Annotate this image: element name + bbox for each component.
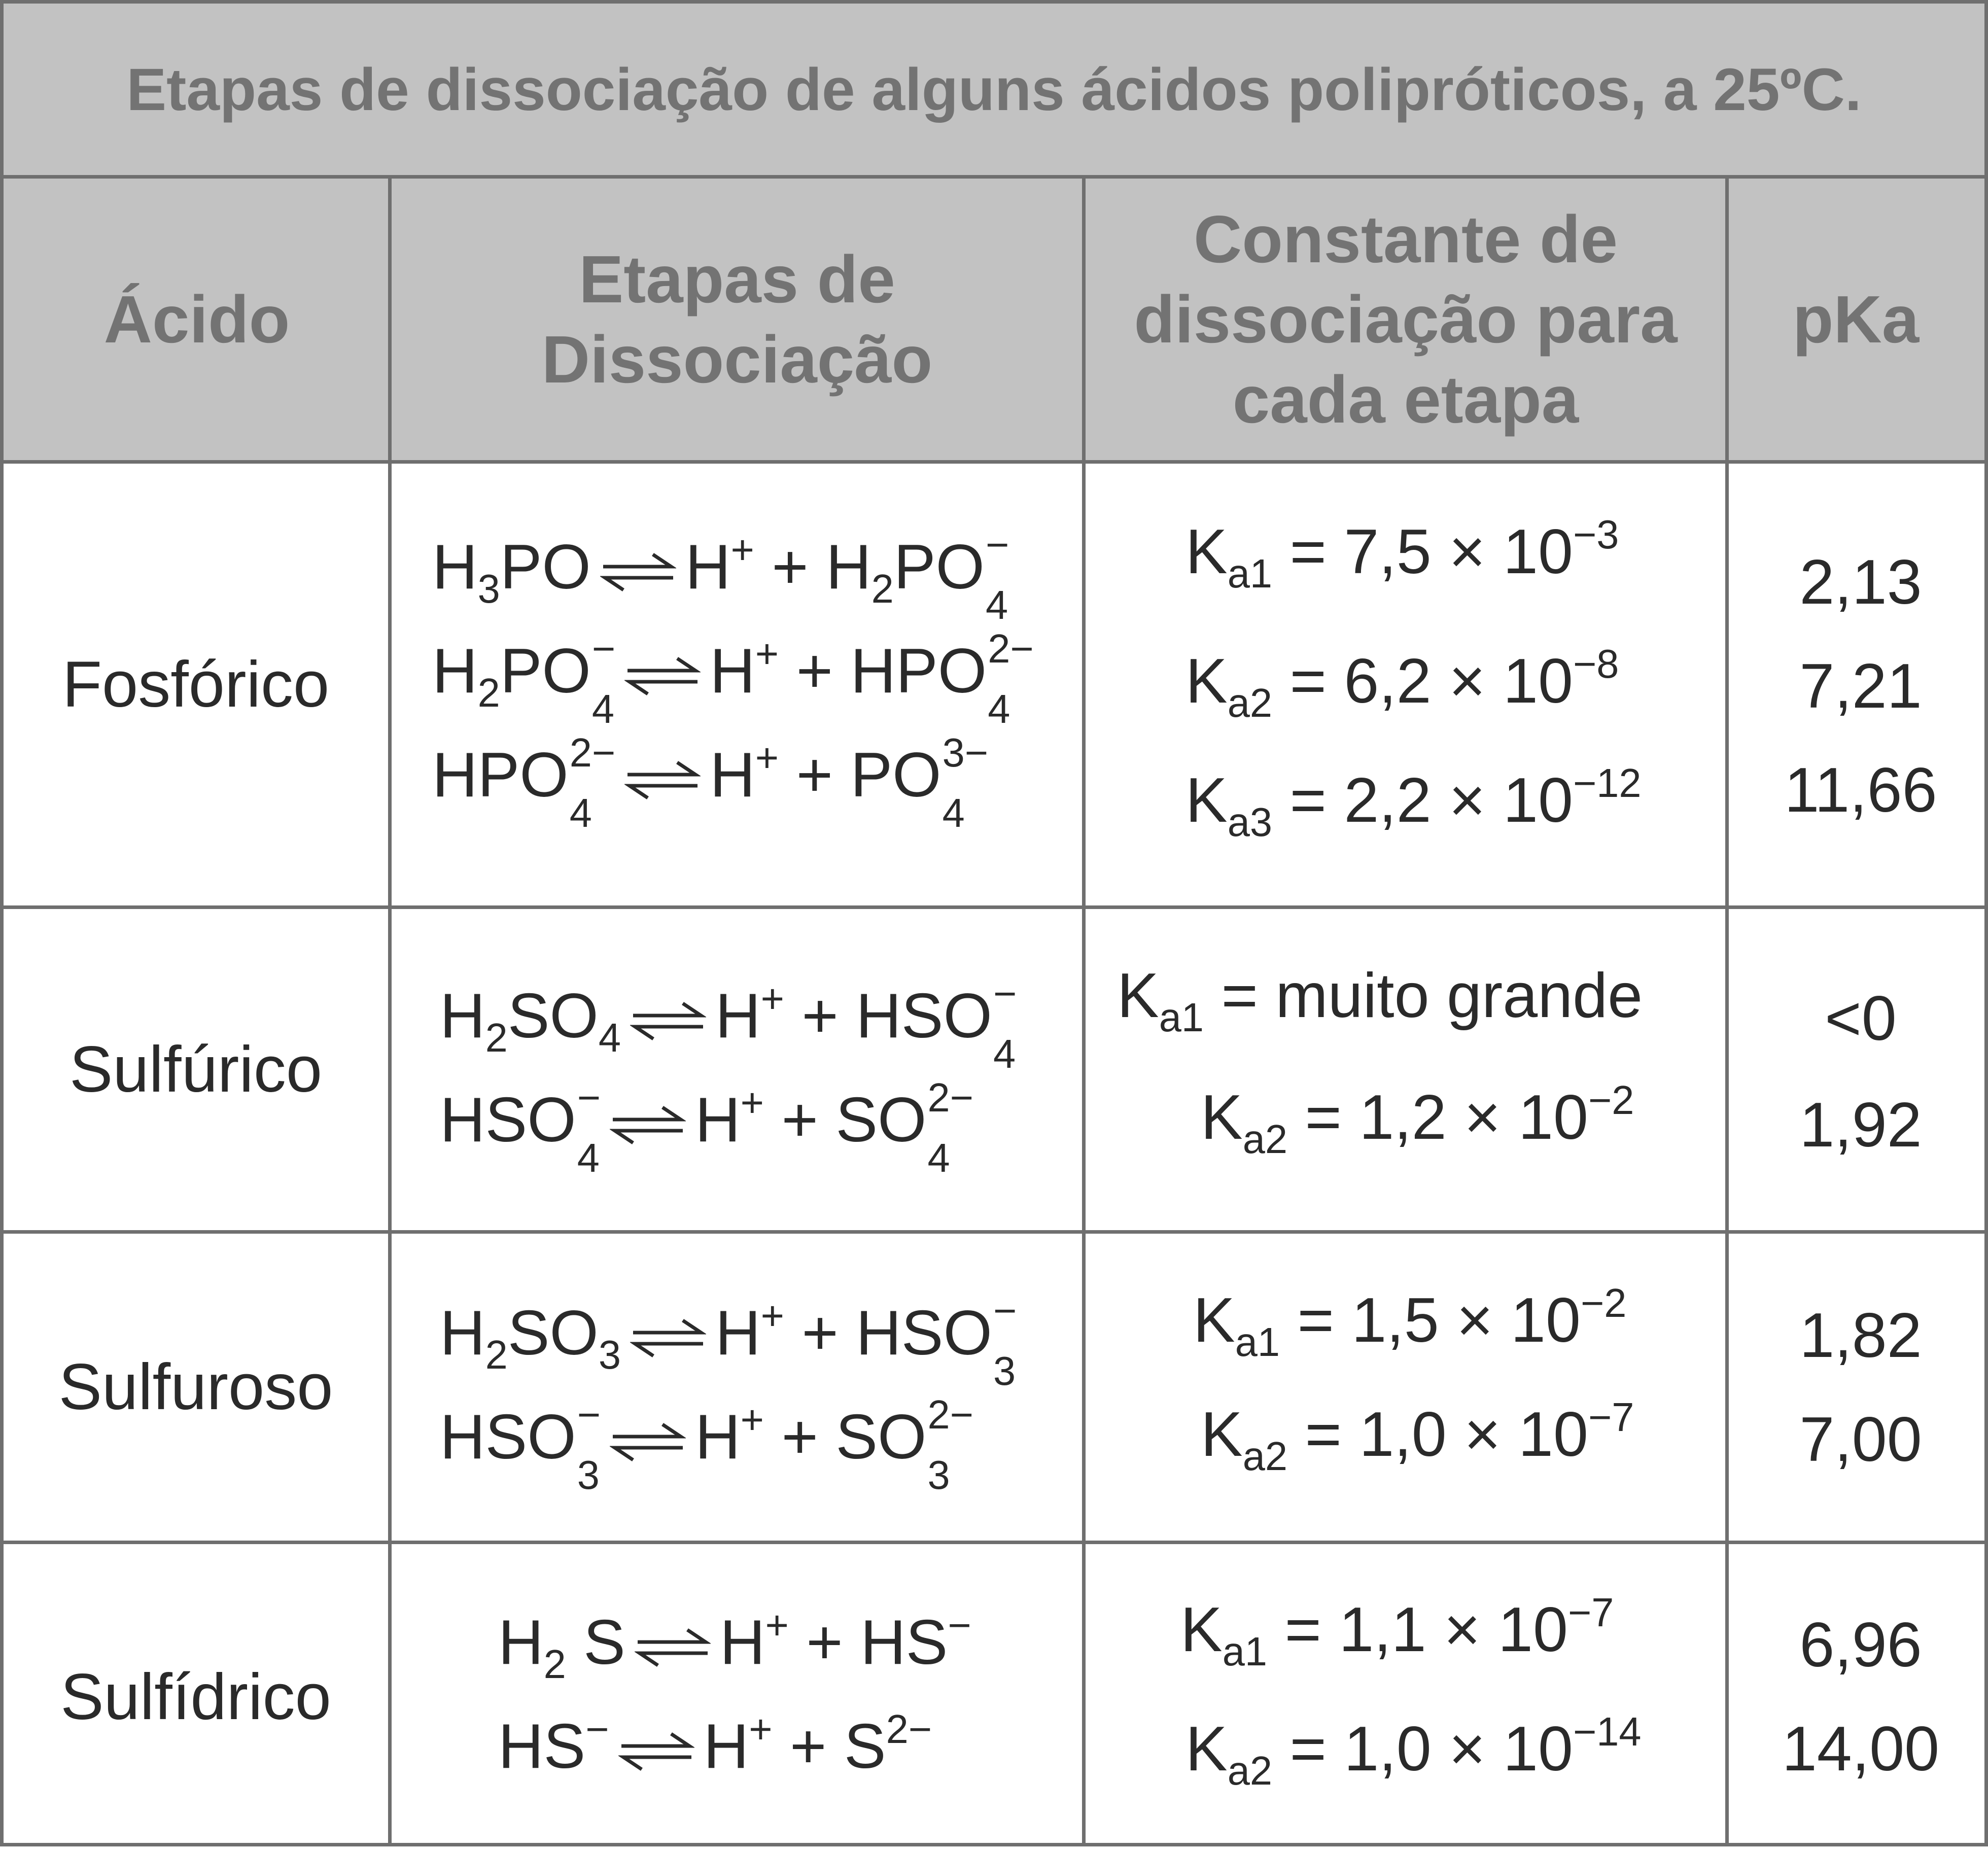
pka-value: 7,00 [1799, 1405, 1922, 1475]
pka-value: 7,21 [1799, 651, 1922, 721]
ka-value: = 1,1 × 10 [1284, 1595, 1568, 1665]
equilibrium-arrow-icon [630, 1000, 706, 1041]
divider [1725, 176, 1729, 1843]
pka-value: 14,00 [1782, 1714, 1940, 1784]
dissociation-equation: HS− $H^+ + S^{2-}$ [498, 1706, 932, 1782]
ka-value: = 1,5 × 10 [1297, 1285, 1581, 1355]
ka-value: = 6,2 × 10 [1289, 646, 1573, 716]
dissociation-equation: $H_2PO$ − 4 H+ + HPO 2− 4 [432, 625, 1034, 732]
equilibrium-arrow-icon [600, 551, 676, 592]
header-acid-label: Ácido [103, 282, 290, 357]
equilibrium-arrow-icon [610, 1104, 686, 1145]
pka-value: 11,66 [1784, 755, 1937, 825]
header-steps [390, 176, 1084, 463]
ka-expression: $K_{a2} = 6,2 \times 10^{-8}$ [1185, 641, 1619, 725]
ka-exponent: −2 [1588, 1077, 1634, 1123]
equilibrium-arrow-icon [624, 759, 701, 800]
header-steps-line1: Etapas de [579, 241, 895, 317]
header-constant-line1: Constante de [1193, 201, 1618, 276]
divider [1082, 176, 1086, 1843]
ka-exponent: −3 [1573, 511, 1619, 557]
dissociation-equation: HSO − 3 H+ + SO 2− 3 [440, 1391, 973, 1498]
table-title: Etapas de dissociação de alguns ácidos polipróticos, a 25ºC. [4, 4, 1984, 176]
ka-value: = 2,2 × 10 [1289, 765, 1573, 835]
divider [4, 1541, 1984, 1544]
divider [388, 176, 392, 1843]
acid-name: Sulfídrico [60, 1661, 331, 1733]
header-pka-label: pKa [1792, 282, 1920, 357]
ka-expression: $K_{a3} = 2,2 \times 10^{-12}$ [1185, 760, 1642, 845]
ka-value: = 7,5 × 10 [1289, 517, 1573, 587]
pka-value: <0 [1825, 984, 1897, 1054]
divider [4, 460, 1984, 464]
ka-exponent: −14 [1573, 1708, 1642, 1754]
pka-value: 6,96 [1799, 1610, 1922, 1680]
ka-expression: $K_{a2} = 1,2 \times 10^{-2}$ [1201, 1077, 1634, 1162]
ka-exponent: −12 [1573, 760, 1642, 806]
ka-value: = 1,0 × 10 [1305, 1400, 1588, 1470]
ka-expression: $K_{a2} = 1,0 \times 10^{-14}$ [1185, 1708, 1642, 1793]
ka-value: = 1,2 × 10 [1305, 1083, 1588, 1153]
ka-exponent: −8 [1573, 641, 1619, 686]
equilibrium-arrow-icon [624, 655, 701, 696]
pka-value: 1,92 [1799, 1090, 1922, 1160]
equilibrium-arrow-icon [635, 1627, 711, 1667]
ka-expression: $K_{a2} = 1,0 \times 10^{-7}$ [1201, 1394, 1634, 1479]
equilibrium-arrow-icon [610, 1421, 686, 1462]
dissociation-equation: $H_2SO_3$ H+ + HSO − 3 [440, 1287, 1017, 1394]
dissociation-equation: $H_2$ S H+ + HS− [498, 1602, 971, 1687]
acid-name: Sulfúrico [69, 1033, 322, 1106]
pka-value: 2,13 [1799, 547, 1922, 617]
header-acid [4, 176, 390, 463]
header-constant-line3: cada etapa [1232, 362, 1579, 437]
dissociation-equation: HPO 2− 4 H+ + PO 3− 4 [432, 729, 989, 836]
acid-name: Sulfuroso [58, 1351, 333, 1423]
header-pka [1727, 176, 1984, 463]
ka-value: = muito grande [1221, 961, 1643, 1031]
ka-exponent: −2 [1580, 1280, 1627, 1325]
ka-value: = 1,0 × 10 [1289, 1714, 1573, 1784]
ka-expression: $K_{a1} = 1,1 \times 10^{-7}$ [1180, 1589, 1614, 1674]
ka-exponent: −7 [1588, 1394, 1634, 1440]
dissociation-equation: $H_3PO$ $H^+ + H_2PO$ − 4 [432, 521, 1009, 628]
ka-expression: $K_{a1} = 7,5 \times 10^{-3}$ [1185, 511, 1619, 596]
acid-name: Fosfórico [62, 648, 330, 721]
ka-expression: $K_{a1}$ = muito grande [1117, 961, 1643, 1040]
equilibrium-arrow-icon [618, 1731, 694, 1771]
equilibrium-arrow-icon [630, 1317, 706, 1358]
divider [4, 1230, 1984, 1234]
header-constant-line2: dissociação para [1134, 282, 1678, 357]
divider [4, 175, 1984, 179]
ka-expression: $K_{a1} = 1,5 \times 10^{-2}$ [1193, 1280, 1627, 1365]
header-constant [1084, 176, 1727, 463]
ka-exponent: −7 [1567, 1589, 1614, 1635]
header-steps-line2: Dissociação [541, 322, 933, 397]
dissociation-equation: HSO − 4 H+ + SO 2− 4 [440, 1074, 973, 1181]
pka-value: 1,82 [1799, 1301, 1922, 1371]
divider [4, 905, 1984, 909]
dissociation-equation: $H_2SO_4$ H+ + HSO − 4 [440, 970, 1017, 1077]
